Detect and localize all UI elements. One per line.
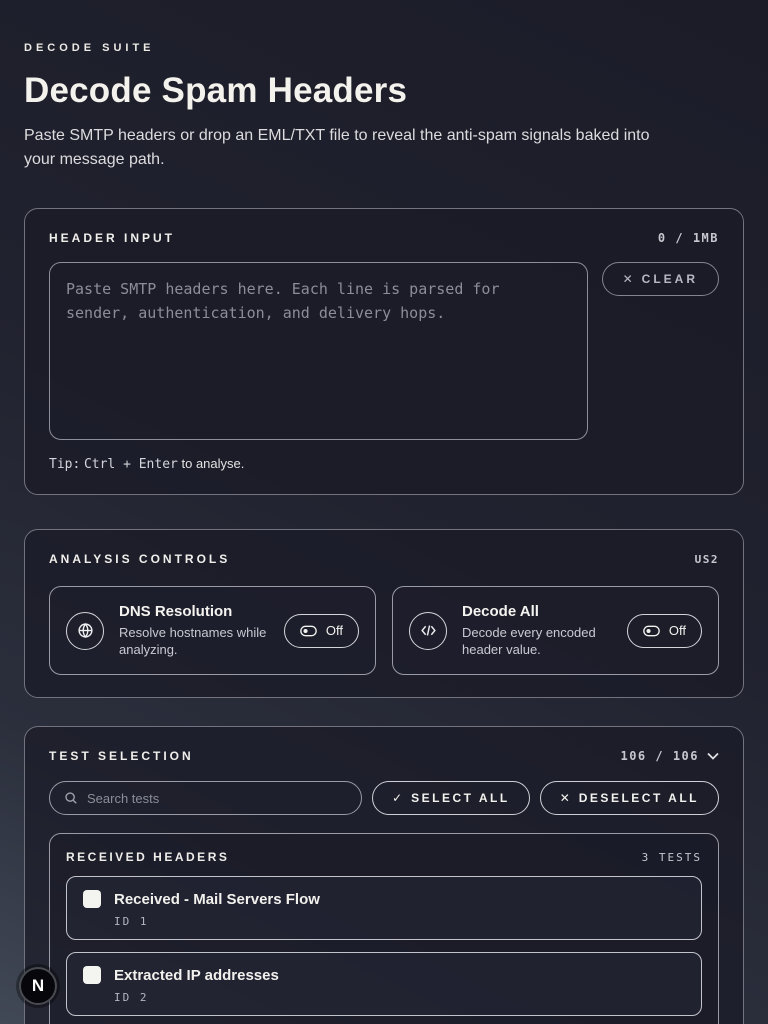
dns-resolution-title: DNS Resolution: [119, 603, 233, 620]
tip-line: [49, 456, 719, 472]
decode-all-card: [392, 586, 719, 675]
test-title: Received - Mail Servers Flow: [114, 890, 320, 908]
code-icon: [409, 612, 447, 650]
decode-all-state: Off: [668, 623, 686, 638]
toggle-off-icon: [643, 625, 660, 637]
headers-textarea[interactable]: [49, 262, 588, 440]
toggle-off-icon: [300, 625, 317, 637]
close-icon: ✕: [559, 791, 570, 805]
decode-all-description: Decode every encoded header value.: [462, 625, 596, 657]
region-badge: US2: [694, 552, 719, 566]
app-eyebrow: DECODE SUITE: [24, 42, 155, 54]
group-label: RECEIVED HEADERS: [66, 850, 230, 864]
tip-suffix: to analyse.: [181, 456, 245, 471]
dns-resolution-state: Off: [325, 623, 343, 638]
test-checkbox[interactable]: [83, 966, 101, 984]
select-all-button[interactable]: [372, 781, 530, 815]
dev-overlay-badge[interactable]: [19, 967, 57, 1005]
header-input-label: HEADER INPUT: [49, 231, 176, 245]
decode-all-toggle[interactable]: [627, 614, 702, 648]
tests-counter: 106 / 106: [620, 749, 699, 763]
dev-overlay-letter: N: [31, 976, 45, 995]
deselect-all-button[interactable]: [540, 781, 719, 815]
decode-all-title: Decode All: [462, 603, 539, 620]
test-selection-card: [24, 726, 744, 1024]
page-description: Paste SMTP headers or drop an EML/TXT file to reveal the anti-spam signals baked into your message path.: [24, 127, 650, 168]
close-icon: ✕: [622, 272, 633, 286]
test-title: Extracted IP addresses: [114, 966, 279, 984]
analysis-controls-card: [24, 529, 744, 698]
clear-button[interactable]: [602, 262, 719, 296]
test-selection-label: TEST SELECTION: [49, 749, 194, 763]
chevron-down-icon[interactable]: [707, 752, 719, 760]
select-all-label: SELECT ALL: [411, 791, 510, 805]
test-item[interactable]: [66, 952, 702, 1016]
check-icon: ✓: [392, 791, 403, 805]
received-headers-group: [49, 833, 719, 1024]
tip-prefix: Tip:: [49, 457, 81, 472]
header-input-card: [24, 208, 744, 495]
group-test-count: 3 TESTS: [641, 850, 702, 864]
test-id: ID 2: [114, 991, 149, 1004]
globe-icon: [66, 612, 104, 650]
clear-button-label: CLEAR: [641, 272, 698, 286]
test-id: ID 1: [114, 915, 149, 928]
dns-resolution-card: [49, 586, 376, 675]
page-title: Decode Spam Headers: [24, 71, 408, 110]
search-tests-box[interactable]: [49, 781, 362, 815]
dns-resolution-description: Resolve hostnames while analyzing.: [119, 625, 267, 657]
test-checkbox[interactable]: [83, 890, 101, 908]
tip-shortcut: Ctrl + Enter: [83, 457, 178, 472]
size-counter: 0 / 1MB: [657, 231, 719, 245]
search-tests-input[interactable]: [87, 791, 347, 806]
deselect-all-label: DESELECT ALL: [578, 791, 699, 805]
analysis-controls-label: ANALYSIS CONTROLS: [49, 552, 231, 566]
test-item[interactable]: [66, 876, 702, 940]
search-icon: [64, 791, 78, 805]
dns-resolution-toggle[interactable]: [284, 614, 359, 648]
